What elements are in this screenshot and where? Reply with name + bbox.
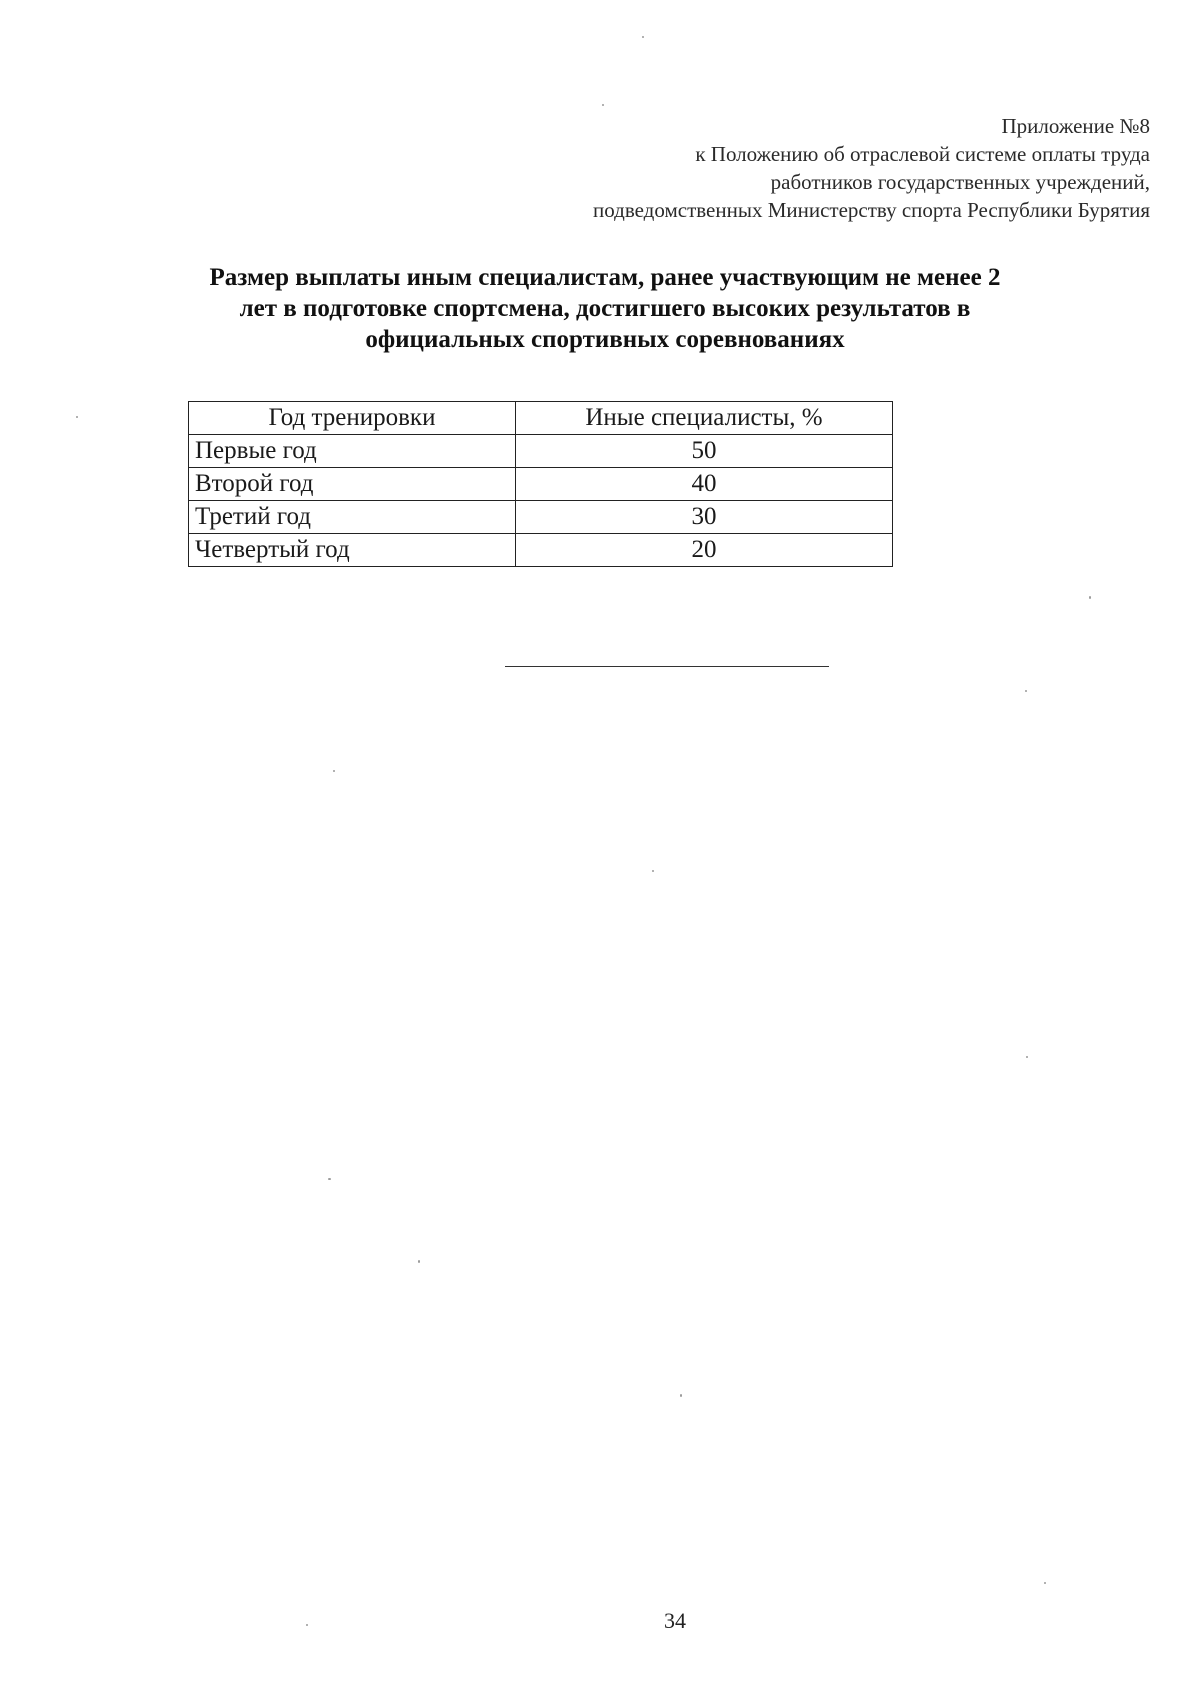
scan-speck bbox=[306, 1624, 308, 1626]
table-row bbox=[189, 468, 893, 501]
title-line-1: Размер выплаты иным специалистам, ранее участвующим не менее 2 bbox=[209, 264, 1001, 291]
table-cell-percent: 40 bbox=[516, 468, 893, 501]
table-row bbox=[189, 435, 893, 468]
scan-speck bbox=[333, 770, 335, 772]
appendix-reference-line-1: к Положению об отраслевой системе оплаты труда bbox=[695, 142, 1150, 166]
column-header-training-year: Год тренировки bbox=[189, 402, 516, 435]
page-number: 34 bbox=[664, 1608, 686, 1633]
table-cell-year: Третий год bbox=[189, 501, 516, 534]
appendix-header bbox=[390, 112, 1150, 224]
title-line-3: официальных спортивных соревнованиях bbox=[365, 326, 845, 353]
appendix-number: Приложение №8 bbox=[1001, 114, 1150, 138]
scan-speck bbox=[642, 36, 644, 38]
scan-speck bbox=[1025, 690, 1027, 692]
scan-speck bbox=[602, 104, 604, 106]
end-separator-line bbox=[505, 666, 829, 667]
table-cell-year: Четвертый год bbox=[189, 534, 516, 567]
scan-speck bbox=[1026, 1056, 1028, 1058]
scan-speck bbox=[328, 1178, 331, 1180]
scan-speck bbox=[76, 416, 78, 418]
scan-speck bbox=[680, 1394, 682, 1397]
payment-table bbox=[188, 401, 893, 567]
table-cell-percent: 50 bbox=[516, 435, 893, 468]
title-line-2: лет в подготовке спортсмена, достигшего высоких результатов в bbox=[239, 295, 971, 322]
scan-speck bbox=[1044, 1582, 1046, 1584]
table-header-row bbox=[189, 402, 893, 435]
scan-speck bbox=[418, 1260, 420, 1263]
column-header-other-specialists-percent: Иные специалисты, % bbox=[516, 402, 893, 435]
appendix-reference-line-2: работников государственных учреждений, bbox=[770, 170, 1150, 194]
table-cell-percent: 30 bbox=[516, 501, 893, 534]
scan-speck bbox=[652, 870, 654, 872]
table-cell-percent: 20 bbox=[516, 534, 893, 567]
table-row bbox=[189, 534, 893, 567]
table-cell-year: Второй год bbox=[189, 468, 516, 501]
scan-speck bbox=[1089, 596, 1091, 599]
table-row bbox=[189, 501, 893, 534]
table-cell-year: Первые год bbox=[189, 435, 516, 468]
appendix-reference-line-3: подведомственных Министерству спорта Республики Бурятия bbox=[593, 198, 1150, 222]
document-title bbox=[160, 262, 1050, 355]
